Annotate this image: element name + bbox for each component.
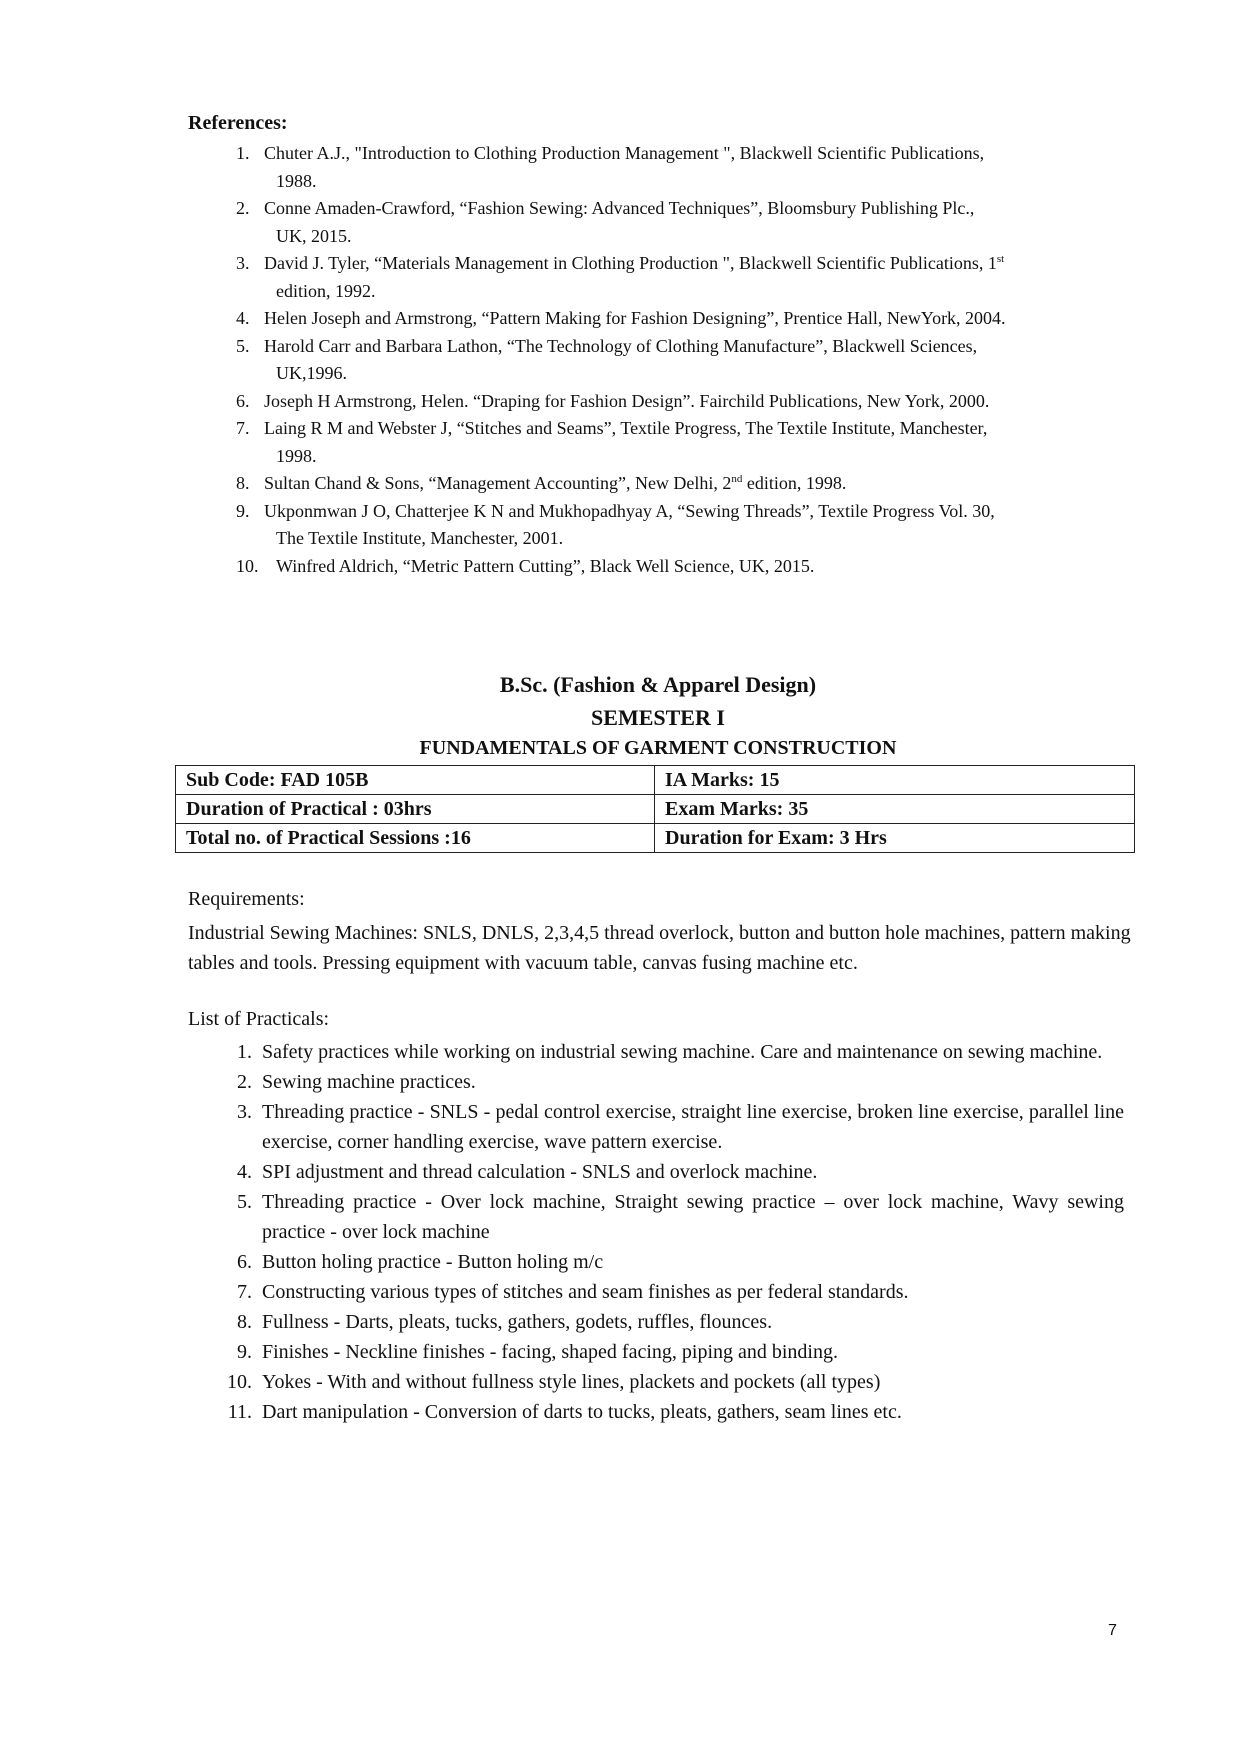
practical-item: 1. Safety practices while working on industrial sewing machine. Care and maintenance on sewing machine.: [237, 1041, 1103, 1063]
practical-item: 8. Fullness - Darts, pleats, tucks, gathers, godets, ruffles, flounces.: [237, 1311, 773, 1333]
reference-item: 5. Harold Carr and Barbara Lathon, “The Technology of Clothing Manufacture”, Blackwell Sciences, UK,1996.: [236, 335, 978, 383]
subject-title: FUNDAMENTALS OF GARMENT CONSTRUCTION: [419, 737, 897, 759]
requirements-label: Requirements:: [188, 888, 305, 910]
table-cell: Sub Code: FAD 105B: [176, 766, 655, 795]
table-cell: IA Marks: 15: [655, 766, 1135, 795]
reference-item: 8. Sultan Chand & Sons, “Management Accounting”, New Delhi, 2nd edition, 1998.: [236, 473, 847, 493]
practical-item: 4. SPI adjustment and thread calculation - SNLS and overlock machine.: [237, 1161, 818, 1183]
table-row: [176, 766, 1135, 795]
reference-item: 2. Conne Amaden-Crawford, “Fashion Sewing: Advanced Techniques”, Bloomsbury Publishing Plc., UK, 2015.: [236, 198, 975, 246]
practical-item: 9. Finishes - Neckline finishes - facing, shaped facing, piping and binding.: [237, 1341, 838, 1363]
references-heading: References:: [188, 112, 288, 134]
degree-title: B.Sc. (Fashion & Apparel Design): [499, 672, 817, 697]
practical-item: 10. Yokes - With and without fullness style lines, plackets and pockets (all types): [227, 1371, 881, 1393]
table-cell: Duration for Exam: 3 Hrs: [655, 824, 1135, 853]
reference-item: 3. David J. Tyler, “Materials Management in Clothing Production ", Blackwell Scientific Publications, 1st edition, 1992.: [236, 253, 1005, 301]
practical-item: 6. Button holing practice - Button holing m/c: [237, 1251, 604, 1273]
practical-item: 7. Constructing various types of stitches and seam finishes as per federal standards.: [237, 1281, 909, 1303]
reference-item: 1. Chuter A.J., "Introduction to Clothing Production Management ", Blackwell Scientific Publications, 1988.: [236, 143, 985, 191]
course-info-table: [175, 765, 1135, 853]
table-row: [176, 824, 1135, 853]
practical-item: 2. Sewing machine practices.: [237, 1071, 476, 1093]
practical-item: 5. Threading practice - Over lock machine, Straight sewing practice – over lock machine, Wavy sewing practice - over lock machine: [237, 1191, 1124, 1243]
references-list: [236, 140, 1136, 580]
reference-item: 4. Helen Joseph and Armstrong, “Pattern Making for Fashion Designing”, Prentice Hall, NewYork, 2004.: [236, 308, 1006, 328]
practical-item: 3. Threading practice - SNLS - pedal control exercise, straight line exercise, broken line exercise, parallel line exercise, corner handling exercise, wave pattern exercise.: [237, 1101, 1124, 1153]
requirements-text: Industrial Sewing Machines: SNLS, DNLS, 2,3,4,5 thread overlock, button and button hole machines, pattern making tables and tools. Pressing equipment with vacuum table, canvas fusing machine etc.: [188, 922, 1131, 974]
page-number: 7: [1108, 1622, 1117, 1639]
table-cell: Total no. of Practical Sessions :16: [176, 824, 655, 853]
reference-item: 6. Joseph H Armstrong, Helen. “Draping for Fashion Design”. Fairchild Publications, New York, 2000.: [236, 390, 990, 411]
semester-title: SEMESTER I: [591, 705, 725, 730]
table-cell: Duration of Practical : 03hrs: [176, 795, 655, 824]
practicals-list: [224, 1037, 1124, 1427]
practicals-label: List of Practicals:: [188, 1008, 330, 1030]
reference-item: 9. Ukponmwan J O, Chatterjee K N and Mukhopadhyay A, “Sewing Threads”, Textile Progress Vol. 30, The Textile Institute, Manchester, 2001.: [236, 500, 995, 548]
reference-item: 7. Laing R M and Webster J, “Stitches and Seams”, Textile Progress, The Textile Institute, Manchester, 1998.: [236, 418, 988, 466]
reference-item: 10. Winfred Aldrich, “Metric Pattern Cutting”, Black Well Science, UK, 2015.: [236, 555, 815, 576]
table-row: [176, 795, 1135, 824]
practical-item: 11. Dart manipulation - Conversion of darts to tucks, pleats, gathers, seam lines etc.: [227, 1401, 902, 1423]
table-cell: Exam Marks: 35: [655, 795, 1135, 824]
